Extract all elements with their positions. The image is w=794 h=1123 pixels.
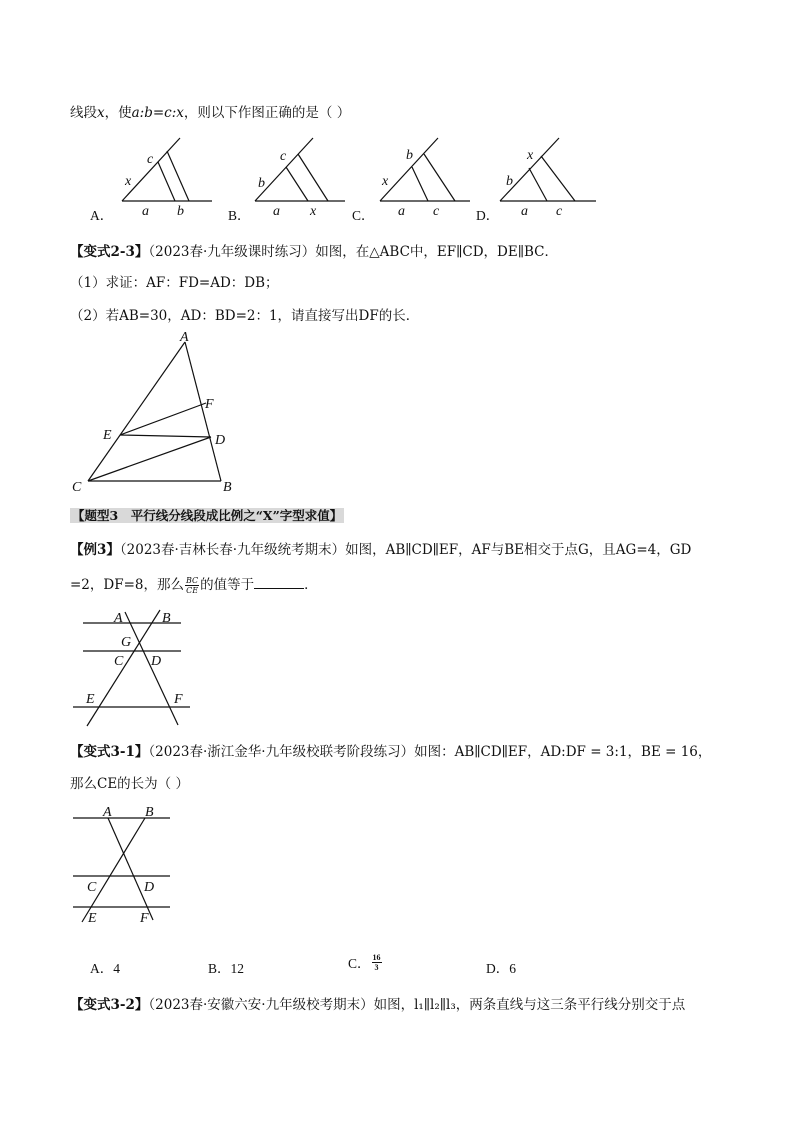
intro-prefix: 线段 (70, 105, 97, 121)
example-3-end: ． (304, 577, 318, 593)
label-base-inner: a (142, 204, 149, 219)
vertex-label-a: A (180, 330, 189, 345)
label-upper-inner: x (382, 174, 389, 189)
choice-a-letter: A． (90, 961, 114, 976)
label-upper-inner: b (258, 176, 265, 191)
point-label-g: G (121, 635, 132, 650)
option-letter-a: A． (90, 208, 114, 223)
vertex-label-b: B (223, 480, 232, 495)
point-label-b: B (145, 805, 154, 820)
choice-d-value: 6 (509, 961, 516, 976)
label-base-outer: c (433, 204, 440, 219)
choice-b-letter: B． (208, 961, 231, 976)
variant-2-3-part2: （2）若AB=30，AD：BD=2：1，请直接写出DF的长． (70, 308, 420, 324)
choice-d (486, 957, 516, 977)
vertex-label-f: F (205, 397, 214, 412)
vertex-label-c: C (72, 480, 82, 495)
option-letter-b: B． (228, 208, 251, 223)
label-base-outer: x (310, 204, 317, 219)
label-base-inner: a (398, 204, 405, 219)
choice-b (208, 957, 244, 977)
point-label-b: B (162, 611, 171, 626)
example-3-tag: 【例3】 (70, 542, 120, 558)
point-label-a: A (114, 611, 123, 626)
fraction-numerator: BC (186, 576, 199, 585)
label-upper-outer: c (280, 149, 287, 164)
variant-3-1-text: （2023春·浙江金华·九年级校联考阶段练习）如图：AB∥CD∥EF，AD:DF = 3:1，BE = 16， (148, 744, 712, 760)
option-letter-d: D． (476, 208, 500, 223)
intro-var-x: x (97, 105, 105, 121)
point-label-c: C (114, 654, 124, 669)
vertex-label-d: D (215, 433, 226, 448)
variant-3-2-tag: 【变式3-2】 (70, 997, 149, 1013)
example-3-text: （2023春·吉林长春·九年级统考期末）如图，AB∥CD∥EF，AF与BE相交于点G，且AG=4，GD (119, 542, 692, 558)
point-label-e: E (86, 692, 95, 707)
choice-c-denominator: 3 (374, 962, 379, 972)
choice-a-value: 4 (113, 961, 120, 976)
choice-c-letter: C． (348, 956, 371, 971)
variant-2-3-part1: （1）求证：AF：FD=AD：DB； (70, 275, 279, 291)
variant-2-3-source: （2023春·九年级课时练习）如图，在△ABC中，EF∥CD，DE∥BC． (148, 244, 558, 260)
point-label-f: F (174, 692, 183, 707)
variant-3-2-line1 (70, 993, 685, 1013)
variant-2-3-tag: 【变式2-3】 (70, 244, 149, 260)
choice-c-fraction (372, 953, 382, 972)
choice-a (90, 957, 120, 977)
point-label-d: D (144, 880, 155, 895)
label-base-inner: a (521, 204, 528, 219)
label-upper-outer: c (147, 152, 154, 167)
example-3-text-b: 的值等于 (200, 577, 255, 593)
option-letter-c: C． (352, 208, 375, 223)
label-upper-inner: x (125, 174, 132, 189)
choice-d-letter: D． (486, 961, 510, 976)
point-label-f: F (140, 911, 149, 926)
label-base-outer: c (556, 204, 563, 219)
variant-3-2-text: （2023春·安徽六安·九年级校考期末）如图，l₁∥l₂∥l₃，两条直线与这三条平行线分别交于点 (148, 997, 686, 1013)
label-upper-outer: x (527, 148, 534, 163)
variant-3-1-line2: 那么CE的长为（ ） (70, 776, 189, 792)
label-base-outer: b (177, 204, 184, 219)
fraction-denominator: CE (186, 586, 199, 595)
type-3-heading-text: 【题型3 平行线分线段成比例之“X”字型求值】 (72, 508, 343, 523)
label-base-inner: a (273, 204, 280, 219)
point-label-a: A (103, 805, 112, 820)
variant-3-1-tag: 【变式3-1】 (70, 744, 149, 760)
point-label-e: E (88, 911, 97, 926)
example-3-text-a: =2，DF=8，那么 (70, 577, 184, 593)
point-label-d: D (151, 654, 162, 669)
intro-ratio: a:b=c:x (131, 105, 184, 121)
label-upper-inner: b (506, 174, 513, 189)
label-upper-outer: b (406, 148, 413, 163)
intro-suffix: ，则以下作图正确的是（ ） (183, 105, 351, 121)
intro-mid: ，使 (104, 105, 132, 121)
point-label-c: C (87, 880, 97, 895)
choice-b-value: 12 (230, 961, 245, 976)
vertex-label-e: E (103, 428, 112, 443)
choice-c (348, 952, 383, 972)
choice-c-numerator: 16 (372, 952, 381, 962)
